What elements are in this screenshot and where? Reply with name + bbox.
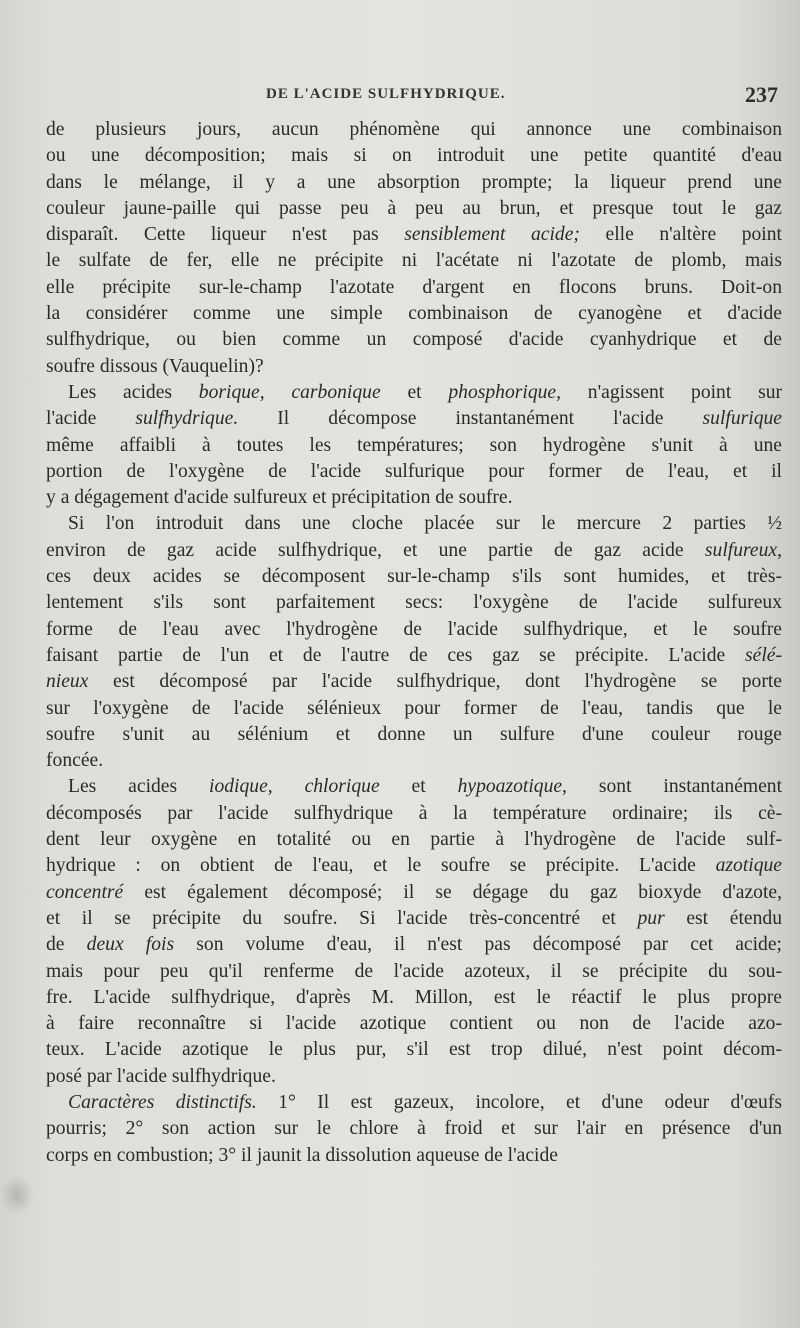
text-run: soufre dissous (Vauquelin)? xyxy=(46,355,264,377)
text-line xyxy=(46,801,782,827)
text-line xyxy=(46,564,782,590)
text-line xyxy=(46,985,782,1011)
text-run: faisant partie de l'un et de l'autre de ces gaz se précipite. L'acide xyxy=(46,644,745,666)
text-run: Les acides xyxy=(68,381,199,403)
text-run: posé par l'acide sulfhydrique. xyxy=(46,1065,276,1087)
page-header xyxy=(44,82,782,112)
text-run: Si l'on introduit dans une cloche placée sur le mercure 2 parties ½ xyxy=(68,513,782,535)
text-line xyxy=(46,433,782,459)
text-line xyxy=(46,853,782,879)
text-run: sont instantanément xyxy=(566,776,783,798)
text-line xyxy=(46,485,782,511)
text-run: à faire reconnaître si l'acide azotique contient ou non de l'acide azo- xyxy=(46,1013,782,1035)
text-run: décomposés par l'acide sulfhydrique à la température ordinaire; ils cè- xyxy=(46,802,782,824)
text-run: ces deux acides se décomposent sur-le-champ s'ils sont humides, et très- xyxy=(46,566,782,588)
italic-run: sulfurique xyxy=(702,408,782,430)
text-line xyxy=(46,643,782,669)
text-run: Il décompose instantanément l'acide xyxy=(238,408,703,430)
text-run: y a dégagement d'acide sulfureux et précipitation de soufre. xyxy=(46,487,513,509)
text-run: est également décomposé; il se dégage du gaz bioxyde d'azote, xyxy=(123,881,782,903)
text-line xyxy=(46,380,782,406)
text-line xyxy=(46,1143,782,1169)
text-line xyxy=(46,1011,782,1037)
text-run: n'agissent point sur xyxy=(561,381,783,403)
text-line xyxy=(46,1037,782,1063)
paragraph xyxy=(46,117,782,380)
text-run: elle précipite sur-le-champ l'azotate d'argent en flocons bruns. Doit-on xyxy=(46,276,782,298)
text-run: et xyxy=(379,776,458,798)
text-run: Les acides xyxy=(68,776,210,798)
italic-run: sensiblement acide; xyxy=(404,224,580,246)
margin-smudge xyxy=(0,1175,34,1215)
running-title: DE L'ACIDE SULFHYDRIQUE. xyxy=(266,86,506,102)
italic-run: sélé- xyxy=(745,644,782,666)
text-line xyxy=(46,196,782,222)
text-run: disparaît. Cette liqueur n'est pas xyxy=(46,224,405,246)
text-run: l'acide xyxy=(46,408,136,430)
text-run: même affaibli à toutes les températures; son hydrogène s'unit à une xyxy=(46,434,782,456)
text-line xyxy=(46,143,782,169)
text-line xyxy=(46,1090,782,1116)
text-line xyxy=(46,327,782,353)
text-line xyxy=(46,1064,782,1090)
text-line xyxy=(46,932,782,958)
paragraph xyxy=(46,774,782,1090)
text-line xyxy=(46,590,782,616)
text-line xyxy=(46,354,782,380)
text-run: sulfhydrique, ou bien comme un composé d'acide cyanhydrique et de xyxy=(46,329,782,351)
text-run: le sulfate de fer, elle ne précipite ni l'acétate ni l'azotate de plomb, mais xyxy=(46,250,782,272)
text-run: 1° Il est gazeux, incolore, et d'une odeur d'œufs xyxy=(256,1091,782,1113)
text-line xyxy=(46,538,782,564)
text-line xyxy=(46,880,782,906)
text-line xyxy=(46,406,782,432)
text-line xyxy=(46,248,782,274)
text-run: hydrique : on obtient de l'eau, et le soufre se précipite. L'acide xyxy=(46,855,716,877)
text-run: ou une décomposition; mais si on introduit une petite quantité d'eau xyxy=(46,145,782,167)
text-line xyxy=(46,722,782,748)
text-run: sur l'oxygène de l'acide sélénieux pour former de l'eau, tandis que le xyxy=(46,697,782,719)
text-run: soufre s'unit au sélénium et donne un sulfure d'une couleur rouge xyxy=(46,723,782,745)
text-line xyxy=(46,301,782,327)
text-line xyxy=(46,275,782,301)
text-line xyxy=(46,774,782,800)
text-run: forme de l'eau avec l'hydrogène de l'acide sulfhydrique, et le soufre xyxy=(46,618,782,640)
text-run: et xyxy=(380,381,449,403)
paragraph xyxy=(46,1090,782,1169)
text-run: dent leur oxygène en totalité ou en partie à l'hydrogène de l'acide sulf- xyxy=(46,829,782,851)
italic-run: deux fois xyxy=(86,934,175,956)
italic-run: concentré xyxy=(46,881,124,903)
text-line xyxy=(46,827,782,853)
text-run: fre. L'acide sulfhydrique, d'après M. Millon, est le réactif le plus propre xyxy=(46,986,782,1008)
text-run: est étendu xyxy=(664,907,782,929)
text-run: teux. L'acide azotique le plus pur, s'il est trop dilué, n'est point décom- xyxy=(46,1039,782,1061)
text-line xyxy=(46,117,782,143)
italic-run: pur xyxy=(637,907,665,929)
italic-run: sulfureux, xyxy=(704,539,782,561)
text-run: est décomposé par l'acide sulfhydrique, dont l'hydrogène se porte xyxy=(88,671,782,693)
text-line xyxy=(46,617,782,643)
text-run: pourris; 2° son action sur le chlore à froid et sur l'air en présence d'un xyxy=(46,1118,782,1140)
text-run: de xyxy=(46,934,87,956)
text-line xyxy=(46,906,782,932)
text-run: portion de l'oxygène de l'acide sulfurique pour former de l'eau, et il xyxy=(46,460,782,482)
paragraph xyxy=(46,511,782,774)
text-run: foncée. xyxy=(46,750,104,772)
text-run: dans le mélange, il y a une absorption prompte; la liqueur prend une xyxy=(46,171,782,193)
text-run: corps en combustion; 3° il jaunit la dissolution aqueuse de l'acide xyxy=(46,1144,558,1166)
text-line xyxy=(46,669,782,695)
italic-run: nieux xyxy=(46,671,89,693)
text-run: elle n'altère point xyxy=(579,224,782,246)
text-line xyxy=(46,748,782,774)
text-line xyxy=(46,959,782,985)
page-number: 237 xyxy=(745,82,778,107)
italic-run: iodique, chlorique xyxy=(209,776,380,798)
italic-run: sulfhydrique. xyxy=(135,408,239,430)
text-line xyxy=(46,511,782,537)
body-text xyxy=(46,117,782,1169)
italic-run: borique, carbonique xyxy=(198,381,381,403)
text-run: son volume d'eau, il n'est pas décomposé par cet acide; xyxy=(174,934,782,956)
text-line xyxy=(46,222,782,248)
italic-run: hypoazotique, xyxy=(457,776,567,798)
text-run: la considérer comme une simple combinaison de cyanogène et d'acide xyxy=(46,303,782,325)
text-run: lentement s'ils sont parfaitement secs: l'oxygène de l'acide sulfureux xyxy=(46,592,782,614)
text-run: couleur jaune-paille qui passe peu à peu au brun, et presque tout le gaz xyxy=(46,197,782,219)
text-line xyxy=(46,1116,782,1142)
italic-run: azotique xyxy=(715,855,782,877)
text-line xyxy=(46,696,782,722)
italic-run: phosphorique, xyxy=(448,381,562,403)
text-run: environ de gaz acide sulfhydrique, et une partie de gaz acide xyxy=(46,539,705,561)
text-line xyxy=(46,170,782,196)
text-run: mais pour peu qu'il renferme de l'acide azoteux, il se précipite du sou- xyxy=(46,960,782,982)
text-line xyxy=(46,459,782,485)
italic-run: Caractères distinctifs. xyxy=(68,1091,257,1113)
paragraph xyxy=(46,380,782,511)
text-run: de plusieurs jours, aucun phénomène qui annonce une combinaison xyxy=(46,119,782,140)
text-run: et il se précipite du soufre. Si l'acide très-concentré et xyxy=(46,907,638,929)
